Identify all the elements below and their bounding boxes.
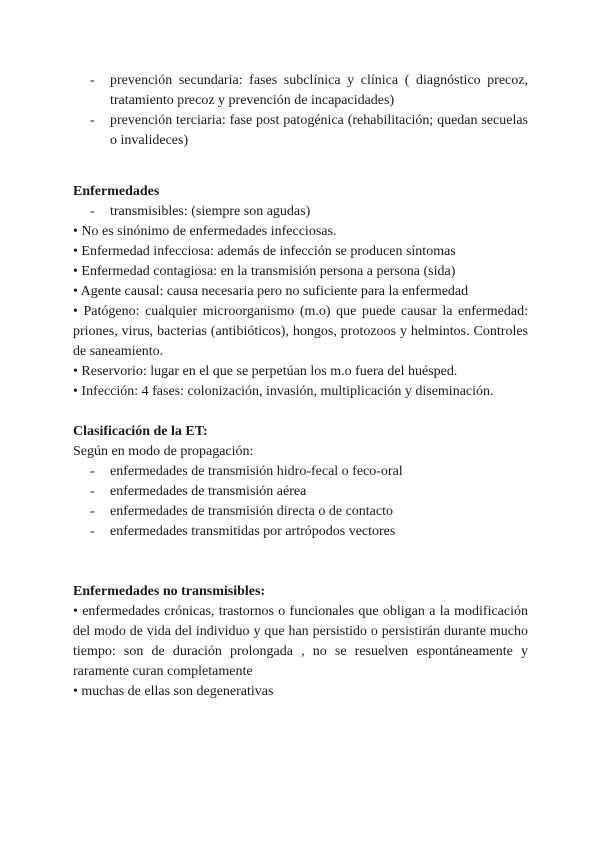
- list-dash: -: [90, 113, 95, 128]
- list-dash: -: [90, 524, 95, 539]
- section-heading: Enfermedades: [73, 184, 160, 199]
- list-dash: -: [90, 464, 95, 479]
- list-item-text: enfermedades de transmisión hidro-fecal o feco-oral: [110, 464, 403, 479]
- list-item: [73, 482, 528, 502]
- bullet-paragraph: • Patógeno: cualquier microorganismo (m.o) que puede causar la enfermedad: priones, virus, bacterias (antibióticos), hongos, protozoos y helmintos. Controles de saneamiento.: [73, 304, 528, 359]
- list-dash: -: [90, 484, 95, 499]
- list-item-text: enfermedades transmitidas por artrópodos vectores: [110, 524, 396, 539]
- list-item: [73, 522, 528, 542]
- list-item-text: enfermedades de transmisión aérea: [110, 484, 307, 499]
- bullet-paragraph: • Agente causal: causa necesaria pero no suficiente para la enfermedad: [73, 284, 469, 299]
- list-item-text: enfermedades de transmisión directa o de contacto: [110, 504, 393, 519]
- list-item-text: prevención secundaria: fases subclínica y clínica ( diagnóstico precoz, tratamiento precoz y prevención de incapacidades): [110, 73, 528, 108]
- list-item: [73, 202, 528, 222]
- list-dash: -: [90, 504, 95, 519]
- list-item-text: prevención terciaria: fase post patogénica (rehabilitación; quedan secuelas o invalideces): [110, 113, 528, 148]
- list-item: [73, 502, 528, 522]
- bullet-paragraph: • Enfermedad infecciosa: además de infección se producen síntomas: [73, 244, 456, 259]
- section-heading: Enfermedades no transmisibles:: [73, 584, 266, 599]
- section-intro: Según en modo de propagación:: [73, 444, 254, 459]
- section-enfermedades: [73, 182, 528, 402]
- list-item-text: transmisibles: (siempre son agudas): [110, 204, 311, 219]
- list-dash: -: [90, 73, 95, 88]
- prevention-list: [73, 71, 528, 151]
- section-heading: Clasificación de la ET:: [73, 424, 208, 439]
- section-no-transmisibles: [73, 582, 528, 702]
- bullet-paragraph: • enfermedades crónicas, trastornos o funcionales que obligan a la modificación del modo de vida del individuo y que han persistido o persistirán durante mucho tiempo: son de duración prolongada , no se resuelven espontáneamente y raramente curan completamente: [73, 604, 528, 679]
- bullet-paragraph: • muchas de ellas son degenerativas: [73, 684, 274, 699]
- list-item: [73, 111, 528, 151]
- list-item: [73, 462, 528, 482]
- bullet-paragraph: • No es sinónimo de enfermedades infecciosas.: [73, 224, 337, 239]
- document-page: [73, 71, 528, 702]
- list-item: [73, 71, 528, 111]
- section-clasificacion: [73, 422, 528, 542]
- bullet-paragraph: • Enfermedad contagiosa: en la transmisión persona a persona (sida): [73, 264, 456, 279]
- list-dash: -: [90, 204, 95, 219]
- bullet-paragraph: • Infección: 4 fases: colonización, invasión, multiplicación y diseminación.: [73, 384, 494, 399]
- bullet-paragraph: • Reservorio: lugar en el que se perpetúan los m.o fuera del huésped.: [73, 364, 458, 379]
